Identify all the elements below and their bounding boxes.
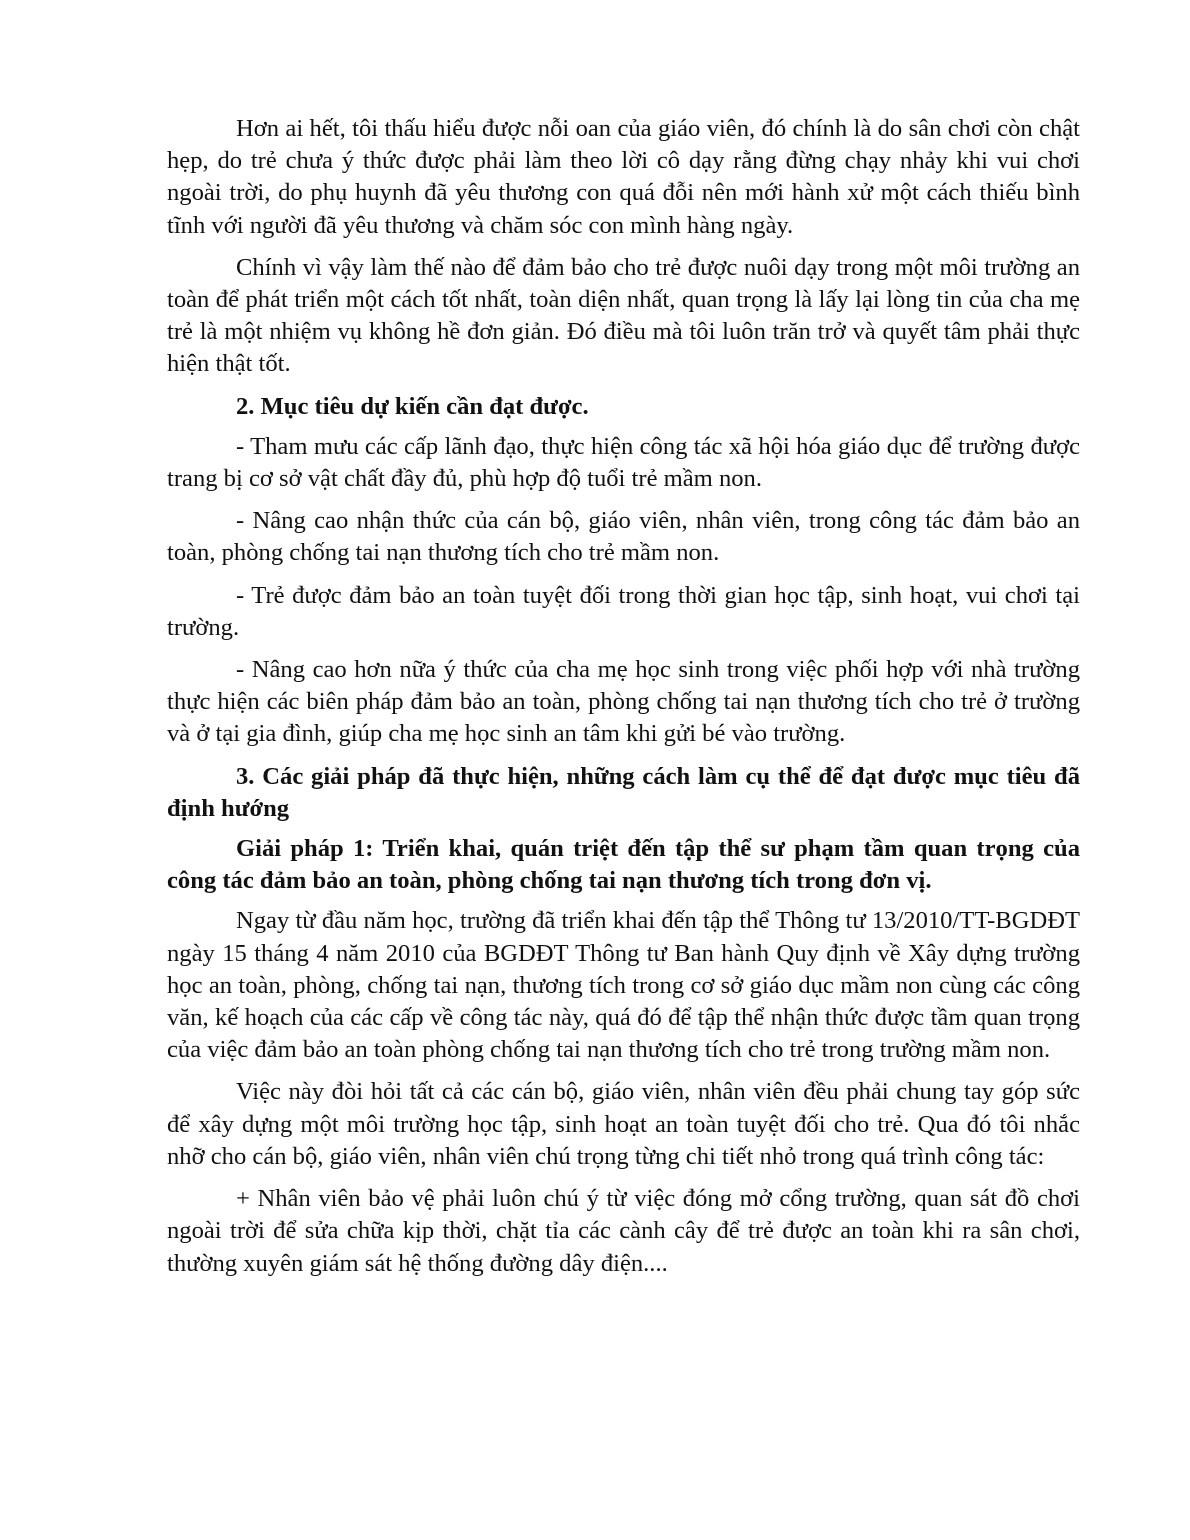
document-page: [167, 113, 1080, 1290]
goal-item-parent-cooperation: - Nâng cao hơn nữa ý thức của cha mẹ học sinh trong việc phối hợp với nhà trường thực hiện các biên pháp đảm bảo an toàn, phòng chống tai nạn thương tích cho trẻ ở trường và ở tại gia đình, giúp cha mẹ học sinh an tâm khi gửi bé vào trường.: [167, 656, 1080, 748]
goal-item-advise-leaders: - Tham mưu các cấp lãnh đạo, thực hiện công tác xã hội hóa giáo dục để trường được trang bị cơ sở vật chất đầy đủ, phù hợp độ tuổi trẻ mầm non.: [167, 432, 1080, 493]
heading-solution-1: Giải pháp 1: Triển khai, quán triệt đến tập thể sư phạm tầm quan trọng của công tác đảm bảo an toàn, phòng chống tai nạn thương tích trong đơn vị.: [167, 835, 1080, 895]
goal-item-raise-awareness: - Nâng cao nhận thức của cán bộ, giáo viên, nhân viên, trong công tác đảm bảo an toàn, phòng chống tai nạn thương tích cho trẻ mầm non.: [167, 507, 1080, 567]
paragraph-staff-cooperation: Việc này đòi hỏi tất cả các cán bộ, giáo viên, nhân viên đều phải chung tay góp sức để xây dựng một môi trường học tập, sinh hoạt an toàn tuyệt đối cho trẻ. Qua đó tôi nhắc nhỡ cho cán bộ, giáo viên, nhân viên chú trọng từng chi tiết nhỏ trong quá trình công tác:: [167, 1078, 1080, 1170]
goal-item-child-safety: - Trẻ được đảm bảo an toàn tuyệt đối trong thời gian học tập, sinh hoạt, vui chơi tại trường.: [167, 581, 1080, 641]
paragraph-teacher-grievance: Hơn ai hết, tôi thấu hiểu được nỗi oan của giáo viên, đó chính là do sân chơi còn chật hẹp, do trẻ chưa ý thức được phải làm theo lời cô dạy rằng đừng chạy nhảy khi vui chơi ngoài trời, do phụ huynh đã yêu thương con quá đỗi nên mới hành xử một cách thiếu bình tĩnh với người đã yêu thương và chăm sóc con mình hàng ngày.: [167, 115, 1080, 239]
heading-expected-goals: 2. Mục tiêu dự kiến cần đạt được.: [236, 392, 589, 420]
paragraph-security-staff: + Nhân viên bảo vệ phải luôn chú ý từ việc đóng mở cổng trường, quan sát đồ chơi ngoài trời để sửa chữa kịp thời, chặt tỉa các cành cây để trẻ được an toàn khi ra sân chơi, thường xuyên giám sát hệ thống đường dây điện....: [167, 1185, 1080, 1277]
heading-solutions: 3. Các giải pháp đã thực hiện, những cách làm cụ thể để đạt được mục tiêu đã định hướng: [167, 762, 1080, 822]
paragraph-safe-environment: Chính vì vậy làm thế nào để đảm bảo cho trẻ được nuôi dạy trong một môi trường an toàn để phát triển một cách tốt nhất, toàn diện nhất, quan trọng là lấy lại lòng tin của cha mẹ trẻ là một nhiệm vụ không hề đơn giản. Đó điều mà tôi luôn trăn trở và quyết tâm phải thực hiện thật tốt.: [167, 253, 1080, 378]
paragraph-circular-deployment: Ngay từ đầu năm học, trường đã triển khai đến tập thể Thông tư 13/2010/TT-BGDĐT ngày 15 tháng 4 năm 2010 của BGDĐT Thông tư Ban hành Quy định về Xây dựng trường học an toàn, phòng, chống tai nạn, thương tích trong cơ sở giáo dục mầm non cùng các công văn, kế hoạch của các cấp về công tác này, quá đó để tập thể nhận thức được tầm quan trọng của việc đảm bảo an toàn phòng chống tai nạn thương tích cho trẻ trong trường mầm non.: [167, 907, 1080, 1064]
